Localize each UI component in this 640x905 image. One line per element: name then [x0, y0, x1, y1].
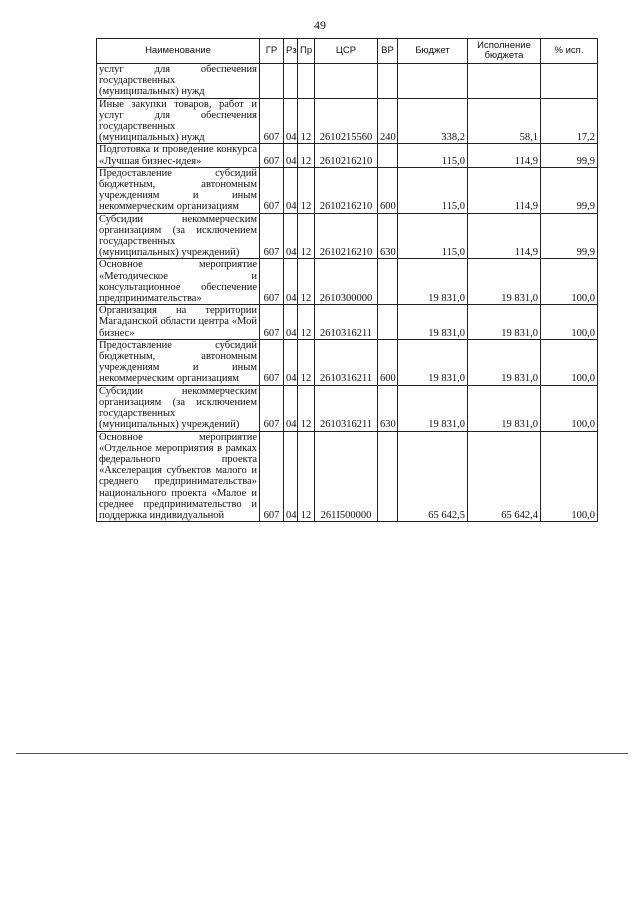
cell-budget: 19 831,0 — [398, 259, 468, 305]
cell-execution: 65 642,4 — [468, 431, 541, 522]
cell-budget: 338,2 — [398, 98, 468, 144]
cell-percent: 99,9 — [541, 167, 598, 213]
cell-csr: 2610216210 — [315, 167, 378, 213]
cell-percent: 99,9 — [541, 213, 598, 259]
cell-budget: 65 642,5 — [398, 431, 468, 522]
cell-percent: 100,0 — [541, 385, 598, 431]
cell-pr: 12 — [298, 339, 315, 385]
cell-execution: 19 831,0 — [468, 259, 541, 305]
page-number: 49 — [314, 18, 326, 32]
cell-rz — [284, 64, 298, 99]
cell-percent: 99,9 — [541, 144, 598, 167]
cell-gr: 607 — [260, 98, 284, 144]
cell-percent: 100,0 — [541, 305, 598, 340]
cell-percent: 100,0 — [541, 259, 598, 305]
cell-rz: 04 — [284, 339, 298, 385]
cell-percent: 100,0 — [541, 339, 598, 385]
cell-rz: 04 — [284, 98, 298, 144]
cell-csr: 2610316211 — [315, 339, 378, 385]
cell-vr: 630 — [378, 213, 398, 259]
cell-pr: 12 — [298, 144, 315, 167]
table-row — [97, 167, 598, 213]
cell-vr: 600 — [378, 167, 398, 213]
cell-gr: 607 — [260, 305, 284, 340]
cell-vr — [378, 431, 398, 522]
cell-execution: 19 831,0 — [468, 385, 541, 431]
cell-rz: 04 — [284, 144, 298, 167]
cell-budget: 19 831,0 — [398, 305, 468, 340]
cell-percent: 17,2 — [541, 98, 598, 144]
cell-name: Предоставление субсидий бюджетным, автономным учреждениям и иным некоммерческим организациям — [97, 339, 260, 385]
cell-execution: 19 831,0 — [468, 339, 541, 385]
header-pr: Пр — [298, 39, 315, 64]
cell-csr: 261I500000 — [315, 431, 378, 522]
table-row — [97, 144, 598, 167]
cell-rz: 04 — [284, 259, 298, 305]
cell-csr: 2610216210 — [315, 213, 378, 259]
cell-csr — [315, 64, 378, 99]
header-csr: ЦСР — [315, 39, 378, 64]
cell-budget — [398, 64, 468, 99]
table-row — [97, 98, 598, 144]
cell-budget: 19 831,0 — [398, 339, 468, 385]
header-execution: Исполнение бюджета — [468, 39, 541, 64]
table-row — [97, 213, 598, 259]
cell-name: Предоставление субсидий бюджетным, автономным учреждениям и иным некоммерческим организациям — [97, 167, 260, 213]
cell-vr — [378, 259, 398, 305]
table-body — [97, 64, 598, 522]
cell-pr: 12 — [298, 305, 315, 340]
table-row — [97, 431, 598, 522]
cell-budget: 115,0 — [398, 213, 468, 259]
cell-csr: 2610316211 — [315, 305, 378, 340]
cell-name: Субсидии некоммерческим организациям (за исключением государственных (муниципальных) учреждений) — [97, 213, 260, 259]
cell-percent: 100,0 — [541, 431, 598, 522]
cell-gr: 607 — [260, 431, 284, 522]
cell-vr: 630 — [378, 385, 398, 431]
cell-name: Организация на территории Магаданской области центра «Мой бизнес» — [97, 305, 260, 340]
cell-rz: 04 — [284, 431, 298, 522]
cell-pr: 12 — [298, 259, 315, 305]
cell-name: Основное мероприятие «Методическое и консультационное обеспечение предпринимательства» — [97, 259, 260, 305]
cell-gr: 607 — [260, 259, 284, 305]
cell-vr — [378, 305, 398, 340]
cell-execution: 114,9 — [468, 167, 541, 213]
cell-pr: 12 — [298, 213, 315, 259]
cell-vr: 600 — [378, 339, 398, 385]
cell-pr: 12 — [298, 98, 315, 144]
table-row — [97, 305, 598, 340]
cell-name: Подготовка и проведение конкурса «Лучшая бизнес-идея» — [97, 144, 260, 167]
cell-rz: 04 — [284, 305, 298, 340]
cell-gr: 607 — [260, 213, 284, 259]
table-row — [97, 64, 598, 99]
cell-vr — [378, 144, 398, 167]
cell-budget: 19 831,0 — [398, 385, 468, 431]
cell-csr: 2610316211 — [315, 385, 378, 431]
header-percent: % исп. — [541, 39, 598, 64]
page-divider — [16, 753, 628, 754]
cell-csr: 2610216210 — [315, 144, 378, 167]
header-rz: Рз — [284, 39, 298, 64]
cell-gr — [260, 64, 284, 99]
cell-budget: 115,0 — [398, 144, 468, 167]
table-row — [97, 385, 598, 431]
cell-percent — [541, 64, 598, 99]
cell-csr: 2610300000 — [315, 259, 378, 305]
header-gr: ГР — [260, 39, 284, 64]
cell-vr — [378, 64, 398, 99]
cell-execution — [468, 64, 541, 99]
cell-execution: 58,1 — [468, 98, 541, 144]
cell-name: Субсидии некоммерческим организациям (за исключением государственных (муниципальных) учреждений) — [97, 385, 260, 431]
cell-rz: 04 — [284, 385, 298, 431]
cell-name: услуг для обеспечения государственных (муниципальных) нужд — [97, 64, 260, 99]
budget-table — [96, 38, 598, 522]
cell-budget: 115,0 — [398, 167, 468, 213]
cell-pr: 12 — [298, 431, 315, 522]
cell-gr: 607 — [260, 339, 284, 385]
cell-pr: 12 — [298, 385, 315, 431]
cell-rz: 04 — [284, 213, 298, 259]
header-name: Наименование — [97, 39, 260, 64]
cell-pr — [298, 64, 315, 99]
cell-vr: 240 — [378, 98, 398, 144]
cell-rz: 04 — [284, 167, 298, 213]
header-budget: Бюджет — [398, 39, 468, 64]
cell-pr: 12 — [298, 167, 315, 213]
cell-execution: 114,9 — [468, 213, 541, 259]
table-row — [97, 339, 598, 385]
cell-gr: 607 — [260, 167, 284, 213]
cell-gr: 607 — [260, 144, 284, 167]
cell-execution: 114,9 — [468, 144, 541, 167]
table-row — [97, 259, 598, 305]
cell-execution: 19 831,0 — [468, 305, 541, 340]
cell-name: Иные закупки товаров, работ и услуг для обеспечения государственных (муниципальных) нужд — [97, 98, 260, 144]
table-header-row — [97, 39, 598, 64]
cell-name: Основное мероприятие «Отдельное мероприятия в рамках федерального проекта «Акселерация субъектов малого и среднего предпринимательства» национального проекта «Малое и среднее предпринимательство и поддержка индивидуальной — [97, 431, 260, 522]
header-vr: ВР — [378, 39, 398, 64]
cell-csr: 2610215560 — [315, 98, 378, 144]
cell-gr: 607 — [260, 385, 284, 431]
